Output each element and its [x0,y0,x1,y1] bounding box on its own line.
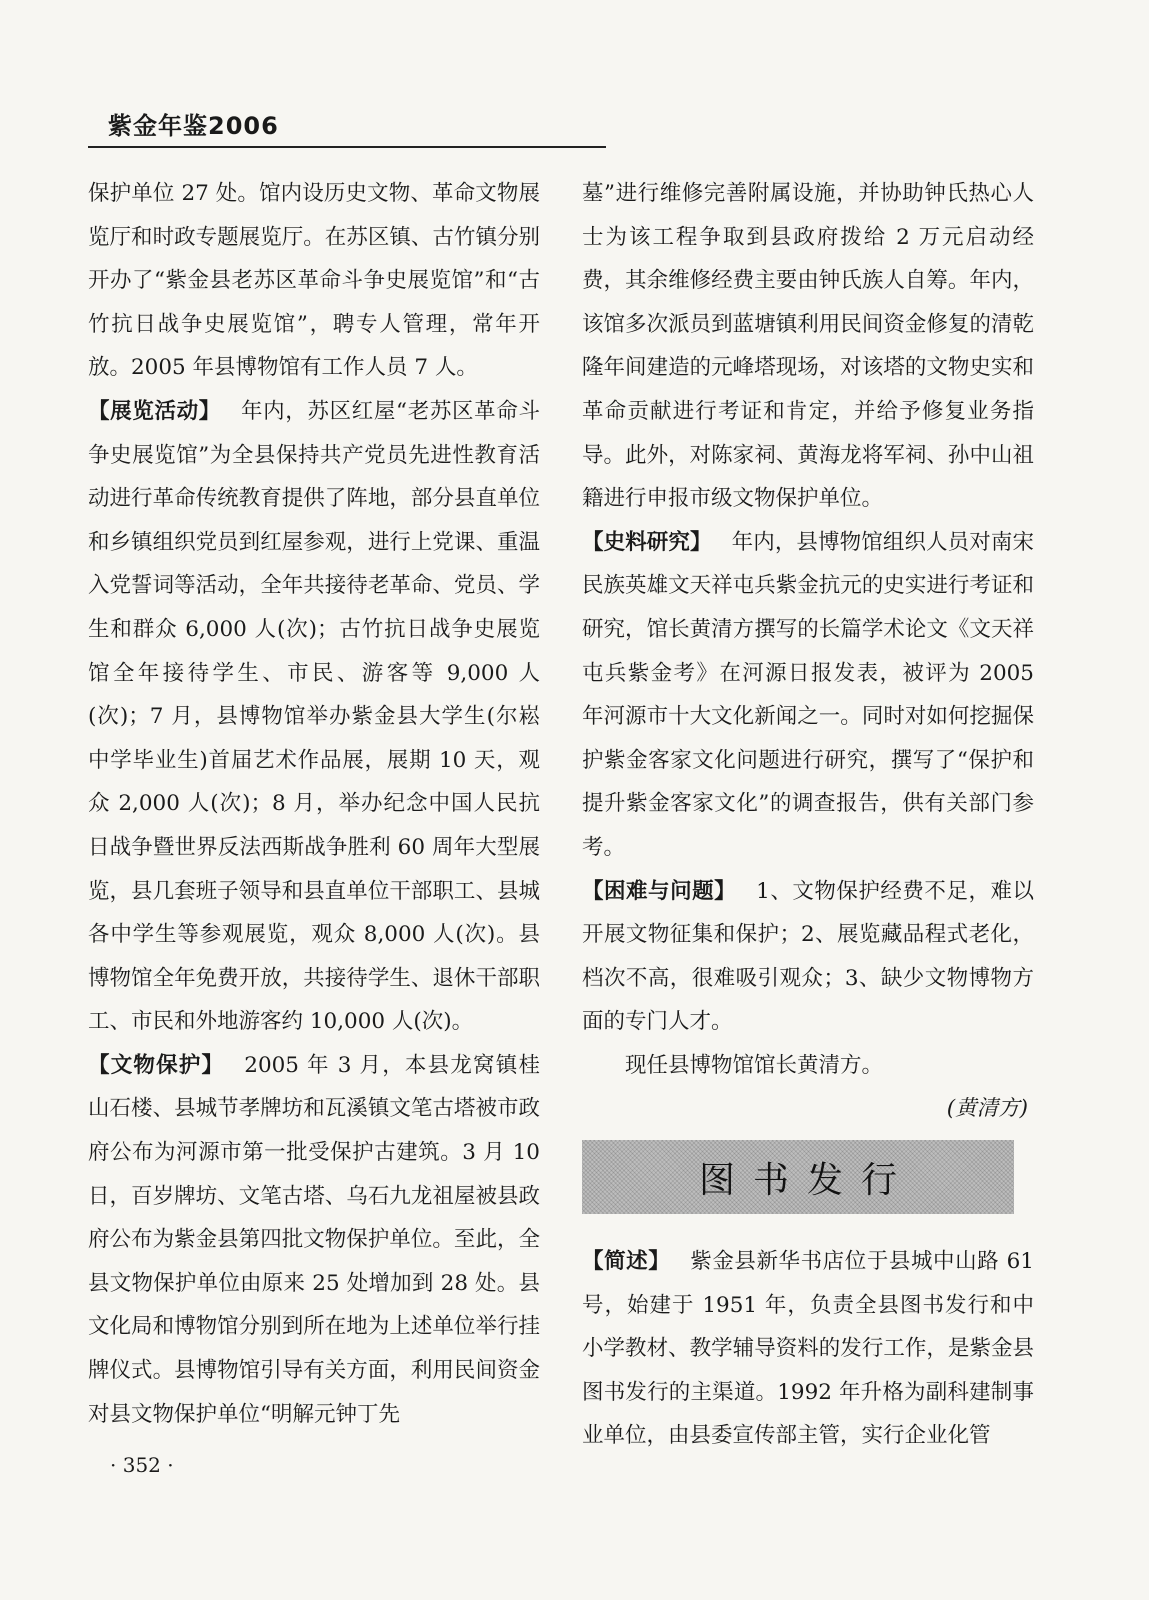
running-header-title: 紫金年鉴2006 [108,112,279,140]
right-bottom-column [582,1240,1034,1458]
section-tag-problems: 【困难与问题】 [582,878,737,904]
research-text: 年内，县博物馆组织人员对南宋民族英雄文天祥屯兵紫金抗元的史实进行考证和研究，馆长黄清方撰写的长篇学术论文《文天祥屯兵紫金考》在河源日报发表，被评为 2005 年河源市十大文化新闻之一。同时对如何挖掘保护紫金客家文化问题进行研究，撰写了“保护和提升紫金客家文化”的调查报告，供有关部门参考。 [582,529,1034,860]
paragraph-problems [582,870,1034,1044]
section-tag-protection: 【文物保护】 [88,1052,225,1078]
right-column [582,172,1034,1131]
section-tag-research: 【史料研究】 [582,529,712,555]
left-column [88,172,540,1436]
protection-text: 2005 年 3 月，本县龙窝镇桂山石楼、县城节孝牌坊和瓦溪镇文笔古塔被市政府公布为河源市第一批受保护古建筑。3 月 10 日，百岁牌坊、文笔古塔、乌石九龙祖屋被县政府公布为紫金县第四批文物保护单位。至此，全县文物保护单位由原来 25 处增加到 28 处。县文化局和博物馆分别到所在地为上述单位举行挂牌仪式。县博物馆引导有关方面，利用民间资金对县文物保护单位“明解元钟丁先 [88,1052,540,1427]
section-tag-summary: 【简述】 [582,1249,671,1274]
section-tag-exhibition: 【展览活动】 [88,398,221,424]
paragraph-summary [582,1240,1034,1458]
section-title: 图书发行 [698,1159,915,1201]
paragraph-continuation: 墓”进行维修完善附属设施，并协助钟氏热心人士为该工程争取到县政府拨给 2 万元启动经费，其余维修经费主要由钟氏族人自筹。年内，该馆多次派员到蓝塘镇利用民间资金修复的清乾隆年间建造的元峰塔现场，对该塔的文物史实和革命贡献进行考证和肯定，并给予修复业务指导。此外，对陈家祠、黄海龙将军祠、孙中山祖籍进行申报市级文物保护单位。 [582,181,1034,512]
page-number: · 352 · [110,1453,174,1477]
problems-text: 1、文物保护经费不足，难以开展文物征集和保护；2、展览藏品程式老化，档次不高，很难吸引观众；3、缺少文物博物方面的专门人才。 [582,878,1034,1035]
paragraph-intro: 保护单位 27 处。馆内设历史文物、革命文物展览厅和时政专题展览厅。在苏区镇、古竹镇分别开办了“紫金县老苏区革命斗争史展览馆”和“古竹抗日战争史展览馆”，聘专人管理，常年开放。2005 年县博物馆有工作人员 7 人。 [88,181,540,381]
exhibition-text: 年内，苏区红屋“老苏区革命斗争史展览馆”为全县保持共产党员先进性教育活动进行革命传统教育提供了阵地，部分县直单位和乡镇组织党员到红屋参观，进行上党课、重温入党誓词等活动，全年共接待老革命、党员、学生和群众 6,000 人(次)；古竹抗日战争史展览馆全年接待学生、市民、游客等 9,000 人(次)；7 月，县博物馆举办紫金县大学生(尔崧中学毕业生)首届艺术作品展，展期 10 天，观众 2,000 人(次)；8 月，举办纪念中国人民抗日战争暨世界反法西斯战争胜利 60 周年大型展览，县几套班子领导和县直单位干部职工、县城各中学生等参观展览，观众 8,000 人(次)。县博物馆全年免费开放，共接待学生、退休干部职工、市民和外地游客约 10,000 人(次)。 [88,398,540,1035]
author-signature: (黄清方) [946,1096,1028,1122]
paragraph-exhibition [88,390,540,1044]
summary-text: 紫金县新华书店位于县城中山路 61 号，始建于 1951 年，负责全县图书发行和中小学教材、教学辅导资料的发行工作，是紫金县图书发行的主渠道。1992 年升格为副科建制事业单位，由县委宣传部主管，实行企业化管 [582,1249,1034,1449]
header-rule [88,146,606,148]
paragraph-protection [88,1044,540,1436]
section-banner [582,1140,1014,1214]
director-line: 现任县博物馆馆长黄清方。 [625,1052,884,1078]
paragraph-research [582,521,1034,870]
